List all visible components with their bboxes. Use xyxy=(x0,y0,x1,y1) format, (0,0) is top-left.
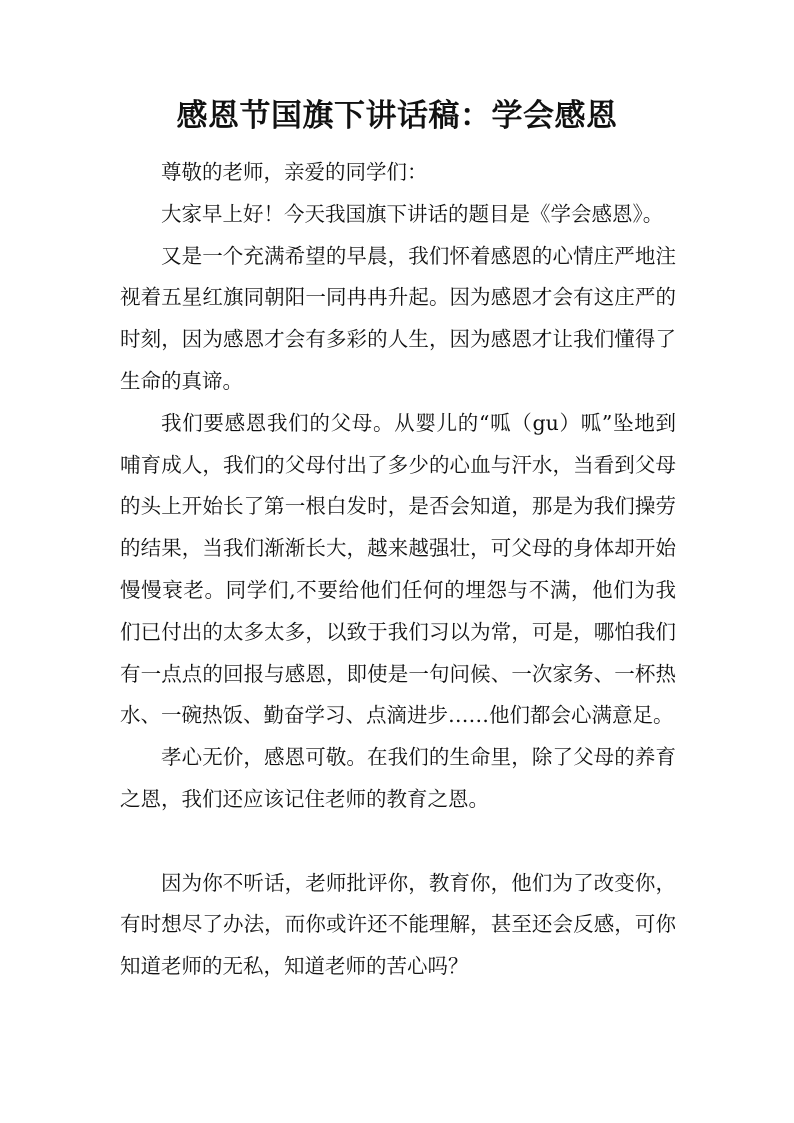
paragraph-criticism: 因为你不听话，老师批评你，教育你，他们为了改变你，有时想尽了办法，而你或许还不能理解，甚至还会反感，可你知道老师的无私，知道老师的苦心吗？ xyxy=(120,870,676,979)
paragraph-greeting: 尊敬的老师，亲爱的同学们： xyxy=(161,160,428,184)
paragraph-teachers: 孝心无价，感恩可敬。在我们的生命里，除了父母的养育之恩，我们还应该记住老师的教育之恩。 xyxy=(120,745,676,811)
paragraph-intro: 大家早上好！今天我国旗下讲话的题目是《学会感恩》。 xyxy=(161,201,664,226)
document-body xyxy=(120,152,676,988)
paragraph-morning: 又是一个充满希望的早晨，我们怀着感恩的心情庄严地注视着五星红旗同朝阳一同冉冉升起。因为感恩才会有这庄严的时刻，因为感恩才会有多彩的人生，因为感恩才让我们懂得了生命的真谛。 xyxy=(120,243,676,393)
document-title: 感恩节国旗下讲话稿：学会感恩 xyxy=(176,98,618,134)
paragraph-parents: 我们要感恩我们的父母。从婴儿的“呱（gu）呱”坠地到哺育成人，我们的父母付出了多少的心血与汗水，当看到父母的头上开始长了第一根白发时，是否会知道，那是为我们操劳的结果，当我们渐渐长大，越来越强壮，可父母的身体却开始慢慢衰老。同学们,不要给他们任何的埋怨与不满，他们为我们已付出的太多太多，以致于我们习以为常，可是，哪怕我们有一点点的回报与感恩，即使是一句问候、一次家务、一杯热水、一碗热饭、勤奋学习、点滴进步……他们都会心满意足。 xyxy=(120,410,676,728)
